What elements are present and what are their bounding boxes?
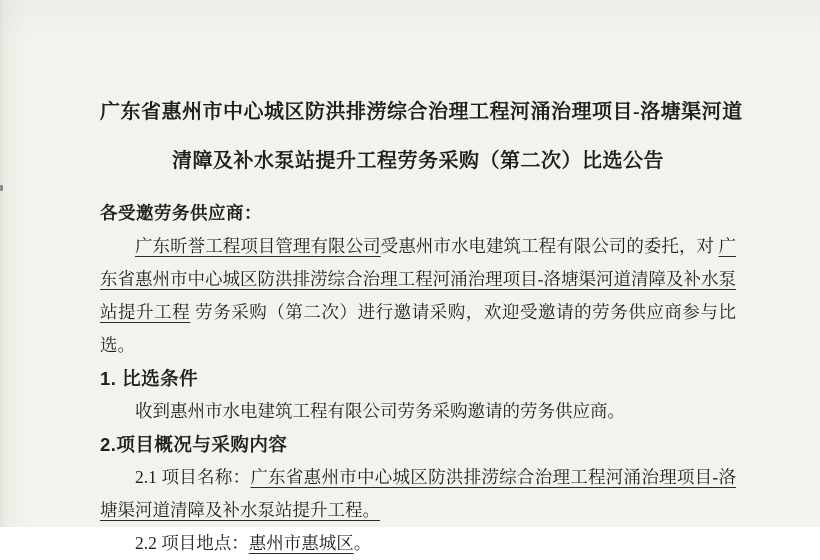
document-content bbox=[100, 0, 743, 560]
item-2-2-project-location bbox=[100, 527, 736, 560]
section1-heading: 1. 比选条件 bbox=[100, 368, 199, 389]
section2-heading: 2.项目概况与采购内容 bbox=[100, 434, 288, 455]
intro-project-name: 广东省惠州市中心城区防洪排涝综合治理工程河涌治理项目-洛塘渠河道清障及补水泵站提升工程 bbox=[100, 236, 737, 322]
item-2-1-value: 广东省惠州市中心城区防洪排涝综合治理工程河涌治理项目-洛塘渠河道清障及补水泵站提升工程。 bbox=[100, 467, 737, 520]
salutation-line: 各受邀劳务供应商： bbox=[100, 203, 262, 223]
intro-paragraph bbox=[100, 230, 736, 362]
agent-company-name: 广东昕誉工程项目管理有限公司 bbox=[135, 236, 381, 256]
intro-tail-text: 劳务采购（第二次）进行邀请采购，欢迎受邀请的劳务供应商参与比选。 bbox=[100, 302, 736, 355]
item-2-1-project-name bbox=[100, 461, 736, 527]
item-2-2-label: 2.2 项目地点： bbox=[135, 533, 249, 553]
section1-body: 收到惠州市水电建筑工程有限公司劳务采购邀请的劳务供应商。 bbox=[135, 401, 625, 421]
item-2-2-value: 惠州市惠城区 bbox=[248, 533, 354, 553]
scan-artifact-mark bbox=[0, 185, 3, 191]
intro-middle-text: 受惠州市水电建筑工程有限公司的委托，对 bbox=[380, 236, 719, 256]
title-line-2: 清障及补水泵站提升工程劳务采购（第二次）比选公告 bbox=[172, 150, 664, 172]
document-title bbox=[100, 88, 743, 186]
item-2-2-period: 。 bbox=[353, 533, 372, 553]
document-body bbox=[100, 197, 736, 560]
title-line-1: 广东省惠州市中心城区防洪排涝综合治理工程河涌治理项目-洛塘渠河道 bbox=[100, 101, 743, 123]
item-2-1-label: 2.1 项目名称： bbox=[135, 467, 251, 487]
